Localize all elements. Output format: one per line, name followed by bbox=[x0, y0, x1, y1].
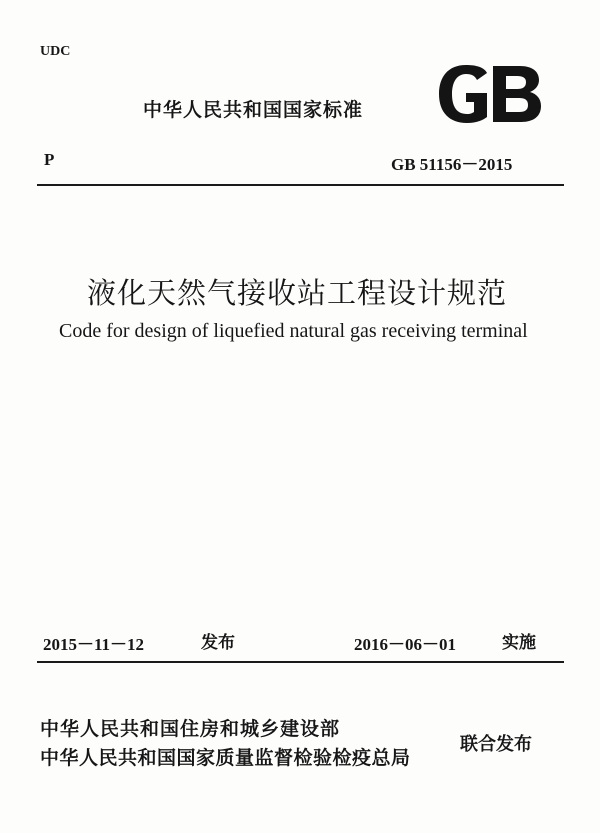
standard-type-heading: 中华人民共和国国家标准 bbox=[143, 99, 364, 121]
title-english: Code for design of liquefied natural gas receiving terminal bbox=[59, 320, 528, 342]
implementation-date: 2016－06－01 bbox=[354, 635, 456, 654]
gb-logo-g-mark bbox=[439, 65, 487, 123]
bottom-divider bbox=[37, 661, 564, 663]
issuer-ministry-housing: 中华人民共和国住房和城乡建设部 bbox=[40, 718, 341, 740]
implementation-label: 实施 bbox=[502, 633, 536, 653]
classification-code: P bbox=[44, 150, 55, 169]
issuer-quality-supervision: 中华人民共和国国家质量监督检验检疫总局 bbox=[40, 747, 411, 769]
top-divider bbox=[37, 184, 564, 186]
title-chinese: 液化天然气接收站工程设计规范 bbox=[87, 276, 508, 310]
gb-logo-b-mark bbox=[493, 66, 541, 122]
issue-date: 2015－11－12 bbox=[43, 635, 145, 654]
gb-logo-icon bbox=[438, 64, 542, 124]
udc-label: UDC bbox=[40, 44, 71, 59]
issue-label: 发布 bbox=[201, 633, 235, 653]
standard-number: GB 51156－2015 bbox=[391, 155, 513, 174]
joint-issue-label: 联合发布 bbox=[460, 734, 532, 755]
